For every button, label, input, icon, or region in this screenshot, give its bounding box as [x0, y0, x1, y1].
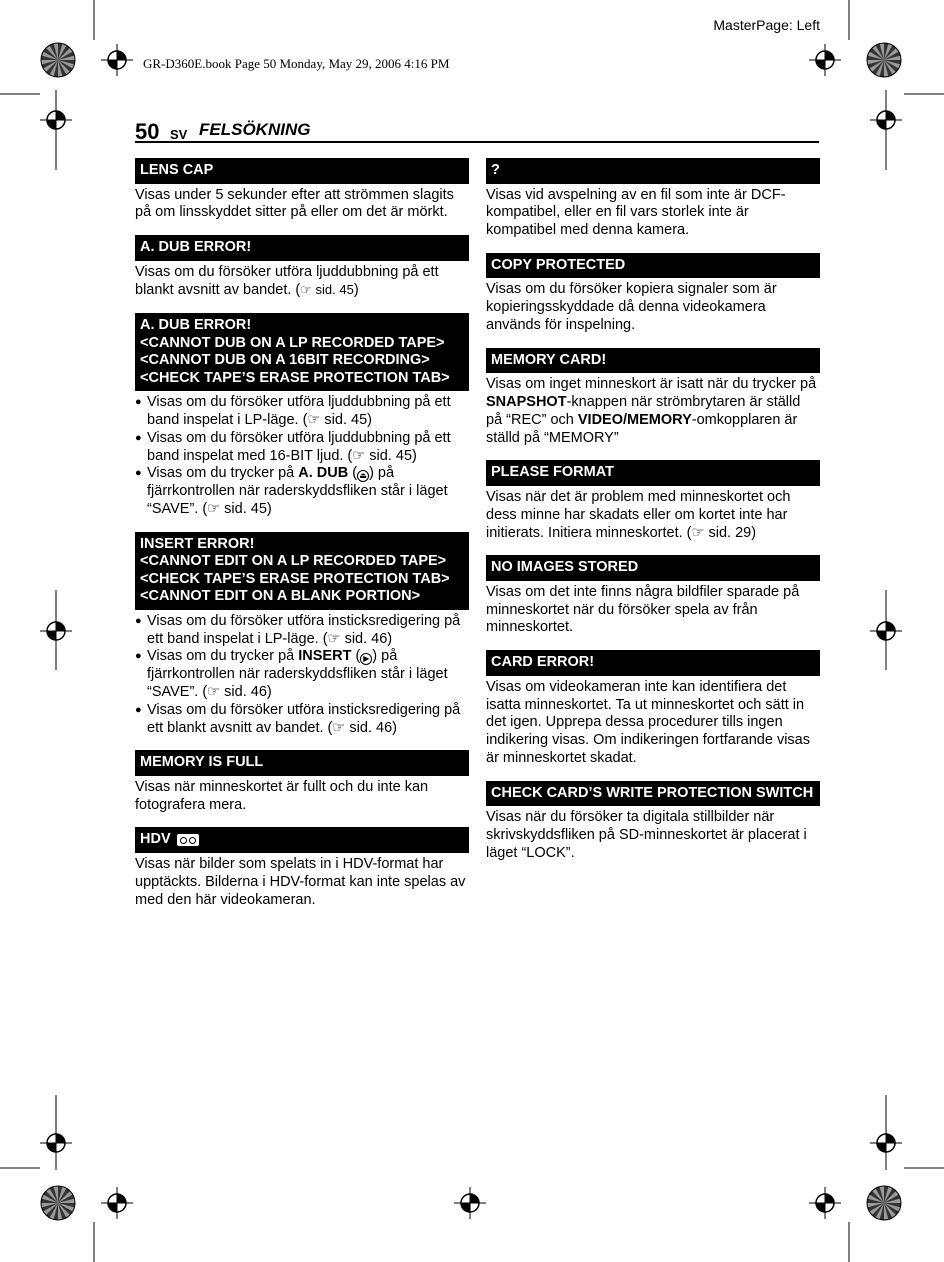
heading-line: A. DUB ERROR! [140, 317, 252, 334]
heading-line: MEMORY IS FULL [140, 754, 264, 771]
entry-text [135, 264, 469, 301]
masterpage-label: MasterPage: Left [713, 17, 820, 33]
entry-copy-protected [486, 253, 820, 335]
heading-line: A. DUB ERROR! [140, 239, 252, 256]
eject-icon: ⏏ [357, 470, 369, 482]
list-item-text: Visas om du försöker utföra insticksredigering på ett band inspelat i LP-läge. (☞ sid. 46) [147, 612, 461, 647]
heading-line: <CANNOT EDIT ON A BLANK PORTION> [140, 588, 421, 605]
entry-heading [486, 555, 820, 581]
entry-check-card-write-protection [486, 781, 820, 863]
entry-a-dub-error [135, 235, 469, 300]
heading-line: LENS CAP [140, 162, 214, 178]
heading-line: <CHECK TAPE’S ERASE PROTECTION TAB> [140, 369, 450, 386]
list-item-text: ) på fjärrkontrollen när raderskyddsfliken står i läget “SAVE”. (☞ sid. 46) [147, 648, 448, 700]
entry-text: Visas om det inte finns några bildfiler sparade på minneskortet när du försöker spela av från minneskortet. [486, 583, 800, 636]
right-column [486, 158, 820, 863]
button-name: A. DUB [298, 465, 349, 482]
bullet-dot-icon: ● [135, 431, 142, 444]
page-header [135, 117, 819, 143]
text-part: ) [353, 282, 359, 299]
list-item-text: Visas om du trycker på [147, 648, 299, 665]
heading-line: CHECK CARD’S WRITE PROTECTION SWITCH [491, 784, 814, 801]
left-column [135, 158, 469, 909]
list-item-text: ) på fjärrkontrollen när raderskyddsfliken står i läget “SAVE”. (☞ sid. 45) [147, 465, 448, 517]
language-code: SV [170, 127, 188, 142]
list-item-text: Visas om du trycker på [147, 465, 299, 482]
entry-please-format [486, 460, 820, 542]
play-icon: ▶ [360, 653, 372, 665]
entry-heading [486, 781, 820, 807]
bullet-dot-icon: ● [135, 467, 142, 480]
book-info-line: GR-D360E.book Page 50 Monday, May 29, 2006 4:16 PM [143, 56, 450, 71]
entry-heading [135, 313, 469, 391]
entry-heading [135, 532, 469, 610]
entry-heading [486, 460, 820, 486]
entry-text: Visas under 5 sekunder efter att strömmen slagits på om linsskyddet sitter på eller om det är mörkt. [135, 186, 454, 221]
entry-text: Visas om du försöker kopiera signaler som är kopieringsskyddade då denna videokamera används för inspelning. [486, 281, 777, 333]
entry-text: Visas när minneskortet är fullt och du inte kan fotografera mera. [135, 778, 429, 813]
entry-heading [486, 158, 820, 184]
entry-heading [135, 827, 469, 853]
entry-heading [135, 750, 469, 776]
entry-text: Visas när du försöker ta digitala stillbilder när skrivskyddsfliken på SD-minneskortet är placerat i läget “LOCK”. [486, 809, 807, 861]
list-item-text: Visas om du försöker utföra insticksredigering på ett blankt avsnitt av bandet. (☞ sid. 46) [147, 701, 461, 736]
list-item: ● Visas om du trycker på A. DUB ( ⏏ ) på fjärrkontrollen när raderskyddsfliken står i läget “SAVE”. (☞ sid. 45) [135, 465, 448, 517]
bullet-dot-icon: ● [135, 650, 142, 663]
page-reference: ☞ sid. 45 [300, 282, 354, 298]
section-title: FELSÖKNING [199, 120, 311, 139]
switch-name: VIDEO/MEMORY [577, 411, 692, 428]
button-name: SNAPSHOT [486, 394, 567, 411]
entry-a-dub-error-details [135, 313, 469, 519]
cassette-icon [177, 834, 199, 846]
heading-line: MEMORY CARD! [491, 351, 607, 368]
list-item [135, 430, 469, 466]
list-item [135, 613, 469, 649]
entry-text: Visas när bilder som spelats in i HDV-format har upptäckts. Bilderna i HDV-format kan inte spelas av med den här videokameran. [135, 855, 466, 908]
entry-text: Visas om videokameran inte kan identifiera det isatta minneskortet. Ta ut minneskortet och sätt in det igen. Upprepa dessa procedurer tills ingen indikering visas. Om indikeringen fortfarande visas är minneskortet skadat. [486, 678, 810, 766]
entry-heading [486, 650, 820, 676]
entry-hdv [135, 827, 469, 909]
entry-insert-error [135, 532, 469, 738]
heading-line: INSERT ERROR! [140, 535, 255, 552]
entry-card-error [486, 650, 820, 767]
heading-line: CARD ERROR! [491, 654, 595, 671]
bullet-dot-icon: ● [135, 703, 142, 716]
heading-line: PLEASE FORMAT [491, 464, 614, 481]
entry-heading [486, 348, 820, 374]
bullet-list [135, 394, 469, 519]
entry-memory-is-full [135, 750, 469, 814]
heading-line: COPY PROTECTED [491, 256, 626, 273]
text-part: Visas om inget minneskort är isatt när du trycker på [486, 376, 817, 393]
page-number: 50 [135, 119, 160, 144]
text-part: -knappen när strömbrytaren är ställd på “REC” och [486, 394, 801, 428]
heading-line: <CHECK TAPE’S ERASE PROTECTION TAB> [140, 570, 450, 587]
entry-heading [135, 158, 469, 184]
entry-text: Visas när det är problem med minneskortet och dess minne har skadats eller om kortet inte har initierats. Initiera minneskortet. (☞ sid. 29) [486, 488, 791, 541]
entry-heading [486, 253, 820, 279]
text-part: -omkopplaren är ställd på “MEMORY” [486, 411, 798, 446]
bullet-dot-icon: ● [135, 614, 142, 627]
list-item-text: Visas om du försöker utföra ljuddubbning på ett band inspelat med 16-BIT ljud. (☞ sid. 45) [147, 429, 451, 464]
entry-text [486, 376, 820, 447]
heading-line: ? [491, 162, 500, 178]
entry-text: Visas vid avspelning av en fil som inte är DCF-kompatibel, eller en fil vars storlek inte är kompatibel med denna kamera. [486, 186, 786, 239]
entry-lens-cap [135, 158, 469, 222]
list-item [135, 394, 469, 430]
bullet-list [135, 613, 469, 738]
heading-line: <CANNOT DUB ON A LP RECORDED TAPE> [140, 334, 445, 351]
entry-no-images-stored [486, 555, 820, 637]
heading-line: <CANNOT DUB ON A 16BIT RECORDING> [140, 352, 430, 369]
list-item [135, 702, 469, 738]
list-item: ● Visas om du trycker på INSERT ( ▶ ) på fjärrkontrollen när raderskyddsfliken står i läget “SAVE”. (☞ sid. 46) [135, 648, 448, 700]
heading-line: NO IMAGES STORED [491, 559, 639, 576]
button-name: INSERT [298, 648, 352, 665]
bullet-dot-icon: ● [135, 396, 142, 409]
text-part: Visas om du försöker utföra ljuddubbning på ett blankt avsnitt av bandet. ( [135, 263, 439, 299]
heading-line: HDV [140, 831, 171, 848]
entry-question-mark [486, 158, 820, 240]
heading-line: <CANNOT EDIT ON A LP RECORDED TAPE> [140, 553, 447, 570]
entry-memory-card [486, 348, 820, 448]
entry-heading [135, 235, 469, 261]
list-item-text: Visas om du försöker utföra ljuddubbning på ett band inspelat i LP-läge. (☞ sid. 45) [147, 394, 451, 428]
